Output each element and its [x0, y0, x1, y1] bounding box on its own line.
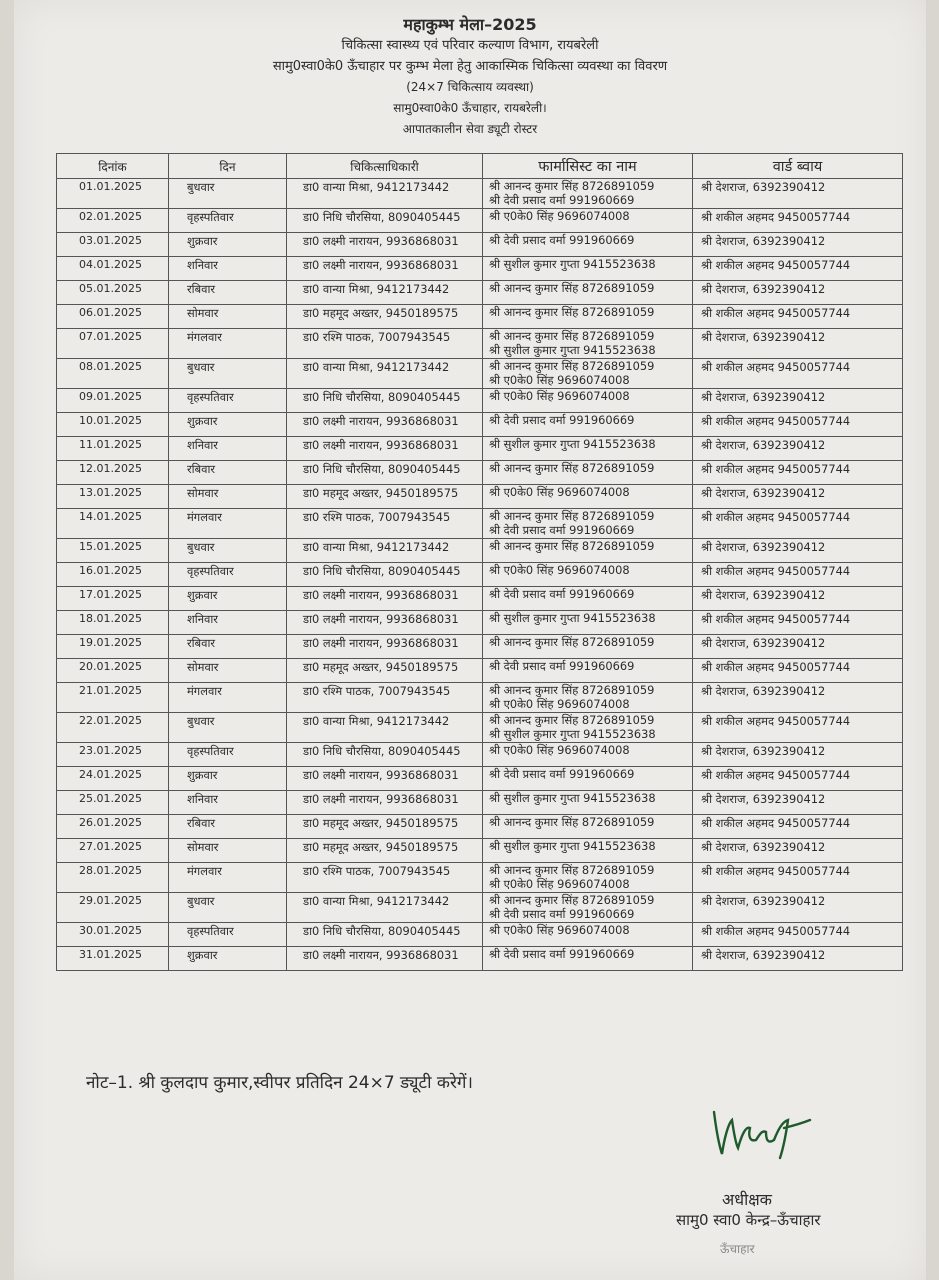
cell-wardboy: श्री देशराज, 6392390412: [693, 329, 903, 359]
cell-wardboy: श्री देशराज, 6392390412: [693, 635, 903, 659]
table-row: [57, 863, 903, 893]
cell-doctor: डा0 महमूद अख्तर, 9450189575: [287, 659, 483, 683]
cell-pharmacist: [483, 413, 693, 437]
cell-doctor: डा0 वान्या मिश्रा, 9412173442: [287, 179, 483, 209]
cell-doctor: डा0 निधि चौरसिया, 8090405445: [287, 743, 483, 767]
cell-pharmacist: [483, 839, 693, 863]
cell-wardboy: श्री शकील अहमद 9450057744: [693, 923, 903, 947]
service-type-line: (24×7 चिकित्साय व्यवस्था): [406, 80, 534, 94]
cell-pharmacist: [483, 461, 693, 485]
table-row: [57, 305, 903, 329]
header-wardboy: वार्ड ब्वाय: [693, 154, 903, 179]
table-row: [57, 893, 903, 923]
cell-day: बुधवार: [169, 893, 287, 923]
pharmacist-line: श्री ए0के0 सिंह 9696074008: [489, 485, 630, 499]
cell-date: 05.01.2025: [57, 281, 169, 305]
cell-date: 20.01.2025: [57, 659, 169, 683]
pharmacist-line: श्री देवी प्रसाद वर्मा 991960669: [489, 233, 635, 247]
cell-pharmacist: [483, 233, 693, 257]
table-row: [57, 587, 903, 611]
pharmacist-line: श्री सुशील कुमार गुप्ता 9415523638: [489, 257, 656, 271]
cell-doctor: डा0 रश्मि पाठक, 7007943545: [287, 863, 483, 893]
pharmacist-line: श्री देवी प्रसाद वर्मा 991960669: [489, 522, 635, 537]
cell-day: शुक्रवार: [169, 767, 287, 791]
table-row: [57, 635, 903, 659]
cell-date: 24.01.2025: [57, 767, 169, 791]
cell-date: 07.01.2025: [57, 329, 169, 359]
pharmacist-line: श्री आनन्द कुमार सिंह 8726891059: [489, 329, 655, 343]
cell-doctor: डा0 लक्ष्मी नारायन, 9936868031: [287, 257, 483, 281]
pharmacist-line: श्री देवी प्रसाद वर्मा 991960669: [489, 587, 635, 601]
table-row: [57, 743, 903, 767]
cell-wardboy: श्री शकील अहमद 9450057744: [693, 659, 903, 683]
cell-day: बुधवार: [169, 359, 287, 389]
cell-wardboy: श्री शकील अहमद 9450057744: [693, 359, 903, 389]
cell-date: 22.01.2025: [57, 713, 169, 743]
header-day: दिन: [169, 154, 287, 179]
table-row: [57, 179, 903, 209]
pharmacist-line: श्री आनन्द कुमार सिंह 8726891059: [489, 893, 655, 907]
table-row: [57, 485, 903, 509]
cell-wardboy: श्री शकील अहमद 9450057744: [693, 767, 903, 791]
description-line: सामु0स्वा0के0 ऊँचाहार पर कुम्भ मेला हेतु आकास्मिक चिकित्सा व्यवस्था का विवरण: [272, 59, 668, 74]
cell-date: 12.01.2025: [57, 461, 169, 485]
cell-wardboy: श्री देशराज, 6392390412: [693, 437, 903, 461]
pharmacist-line: श्री देवी प्रसाद वर्मा 991960669: [489, 413, 635, 427]
sweeper-note: नोट–1. श्री कुलदाप कुमार,स्वीपर प्रतिदिन 24×7 ड्यूटी करेगें।: [86, 1073, 473, 1093]
cell-pharmacist: [483, 179, 693, 209]
cell-pharmacist: [483, 587, 693, 611]
cell-wardboy: श्री शकील अहमद 9450057744: [693, 413, 903, 437]
department-line: चिकित्सा स्वास्थ्य एवं परिवार कल्याण विभाग, रायबरेली: [341, 38, 599, 53]
table-row: [57, 359, 903, 389]
cell-date: 10.01.2025: [57, 413, 169, 437]
cell-day: सोमवार: [169, 839, 287, 863]
cell-pharmacist: [483, 815, 693, 839]
cell-pharmacist: [483, 713, 693, 743]
cell-pharmacist: [483, 563, 693, 587]
cell-pharmacist: [483, 659, 693, 683]
pharmacist-line: श्री आनन्द कुमार सिंह 8726891059: [489, 359, 655, 373]
cell-wardboy: श्री शकील अहमद 9450057744: [693, 257, 903, 281]
cell-pharmacist: [483, 923, 693, 947]
cell-doctor: डा0 रश्मि पाठक, 7007943545: [287, 683, 483, 713]
cell-day: मंगलवार: [169, 863, 287, 893]
cell-doctor: डा0 वान्या मिश्रा, 9412173442: [287, 539, 483, 563]
cell-wardboy: श्री देशराज, 6392390412: [693, 791, 903, 815]
cell-date: 28.01.2025: [57, 863, 169, 893]
cell-doctor: डा0 लक्ष्मी नारायन, 9936868031: [287, 947, 483, 971]
cell-doctor: डा0 महमूद अख्तर, 9450189575: [287, 815, 483, 839]
table-row: [57, 389, 903, 413]
table-row: [57, 659, 903, 683]
cell-date: 29.01.2025: [57, 893, 169, 923]
table-row: [57, 437, 903, 461]
cell-doctor: डा0 महमूद अख्तर, 9450189575: [287, 839, 483, 863]
cell-date: 18.01.2025: [57, 611, 169, 635]
cell-pharmacist: [483, 281, 693, 305]
duty-roster-table: [56, 153, 903, 971]
cell-day: शनिवार: [169, 437, 287, 461]
cell-doctor: डा0 रश्मि पाठक, 7007943545: [287, 329, 483, 359]
cell-wardboy: श्री देशराज, 6392390412: [693, 179, 903, 209]
cell-day: रबिवार: [169, 461, 287, 485]
table-row: [57, 539, 903, 563]
cell-date: 11.01.2025: [57, 437, 169, 461]
cell-doctor: डा0 निधि चौरसिया, 8090405445: [287, 563, 483, 587]
cell-date: 23.01.2025: [57, 743, 169, 767]
cell-wardboy: श्री शकील अहमद 9450057744: [693, 509, 903, 539]
cell-day: मंगलवार: [169, 683, 287, 713]
pharmacist-line: श्री देवी प्रसाद वर्मा 991960669: [489, 906, 635, 921]
cell-day: शनिवार: [169, 791, 287, 815]
cell-day: शनिवार: [169, 257, 287, 281]
roster-title: आपातकालीन सेवा ड्यूटी रोस्टर: [402, 122, 538, 136]
pharmacist-line: श्री आनन्द कुमार सिंह 8726891059: [489, 509, 655, 523]
cell-wardboy: श्री देशराज, 6392390412: [693, 539, 903, 563]
cell-wardboy: श्री देशराज, 6392390412: [693, 233, 903, 257]
cell-doctor: डा0 वान्या मिश्रा, 9412173442: [287, 893, 483, 923]
cell-day: शुक्रवार: [169, 413, 287, 437]
cell-doctor: डा0 वान्या मिश्रा, 9412173442: [287, 359, 483, 389]
cell-date: 21.01.2025: [57, 683, 169, 713]
cell-pharmacist: [483, 509, 693, 539]
cell-pharmacist: [483, 359, 693, 389]
cell-pharmacist: [483, 767, 693, 791]
table-row: [57, 461, 903, 485]
document-header: [14, 14, 926, 140]
table-row: [57, 329, 903, 359]
table-row: [57, 509, 903, 539]
table-row: [57, 281, 903, 305]
pharmacist-line: श्री आनन्द कुमार सिंह 8726891059: [489, 815, 655, 829]
pharmacist-line: श्री आनन्द कुमार सिंह 8726891059: [489, 281, 655, 295]
table-row: [57, 713, 903, 743]
cell-day: शनिवार: [169, 611, 287, 635]
cell-day: सोमवार: [169, 305, 287, 329]
cell-day: वृहस्पतिवार: [169, 209, 287, 233]
table-row: [57, 767, 903, 791]
table-row: [57, 815, 903, 839]
cell-doctor: डा0 लक्ष्मी नारायन, 9936868031: [287, 611, 483, 635]
pharmacist-line: श्री ए0के0 सिंह 9696074008: [489, 743, 630, 757]
table-row: [57, 611, 903, 635]
table-row: [57, 791, 903, 815]
cell-doctor: डा0 निधि चौरसिया, 8090405445: [287, 389, 483, 413]
cell-wardboy: श्री शकील अहमद 9450057744: [693, 713, 903, 743]
cell-pharmacist: [483, 209, 693, 233]
cell-doctor: डा0 निधि चौरसिया, 8090405445: [287, 461, 483, 485]
cell-day: शुक्रवार: [169, 587, 287, 611]
cell-wardboy: श्री शकील अहमद 9450057744: [693, 611, 903, 635]
roster-body: [57, 179, 903, 971]
signatory-place: ऊँचाहार: [720, 1242, 755, 1256]
cell-day: सोमवार: [169, 659, 287, 683]
cell-day: शुक्रवार: [169, 233, 287, 257]
cell-wardboy: श्री देशराज, 6392390412: [693, 893, 903, 923]
cell-pharmacist: [483, 485, 693, 509]
cell-day: वृहस्पतिवार: [169, 389, 287, 413]
cell-date: 02.01.2025: [57, 209, 169, 233]
cell-date: 03.01.2025: [57, 233, 169, 257]
cell-doctor: डा0 निधि चौरसिया, 8090405445: [287, 209, 483, 233]
cell-date: 16.01.2025: [57, 563, 169, 587]
cell-doctor: डा0 लक्ष्मी नारायन, 9936868031: [287, 233, 483, 257]
table-row: [57, 413, 903, 437]
pharmacist-line: श्री ए0के0 सिंह 9696074008: [489, 389, 630, 403]
cell-pharmacist: [483, 389, 693, 413]
table-row: [57, 233, 903, 257]
cell-date: 27.01.2025: [57, 839, 169, 863]
cell-day: बुधवार: [169, 179, 287, 209]
table-row: [57, 257, 903, 281]
pharmacist-line: श्री सुशील कुमार गुप्ता 9415523638: [489, 342, 656, 357]
cell-date: 19.01.2025: [57, 635, 169, 659]
table-row: [57, 563, 903, 587]
cell-date: 13.01.2025: [57, 485, 169, 509]
cell-doctor: डा0 महमूद अख्तर, 9450189575: [287, 485, 483, 509]
cell-day: वृहस्पतिवार: [169, 743, 287, 767]
cell-date: 01.01.2025: [57, 179, 169, 209]
cell-wardboy: श्री शकील अहमद 9450057744: [693, 863, 903, 893]
cell-pharmacist: [483, 437, 693, 461]
cell-wardboy: श्री देशराज, 6392390412: [693, 839, 903, 863]
table-row: [57, 923, 903, 947]
cell-date: 25.01.2025: [57, 791, 169, 815]
cell-pharmacist: [483, 611, 693, 635]
cell-pharmacist: [483, 305, 693, 329]
cell-doctor: डा0 लक्ष्मी नारायन, 9936868031: [287, 635, 483, 659]
pharmacist-line: श्री आनन्द कुमार सिंह 8726891059: [489, 461, 655, 475]
signatory-title: अधीक्षक: [722, 1190, 772, 1209]
pharmacist-line: श्री आनन्द कुमार सिंह 8726891059: [489, 179, 655, 193]
pharmacist-line: श्री ए0के0 सिंह 9696074008: [489, 696, 630, 711]
cell-day: रबिवार: [169, 281, 287, 305]
pharmacist-line: श्री आनन्द कुमार सिंह 8726891059: [489, 539, 655, 553]
cell-date: 04.01.2025: [57, 257, 169, 281]
pharmacist-line: श्री देवी प्रसाद वर्मा 991960669: [489, 767, 635, 781]
cell-pharmacist: [483, 635, 693, 659]
cell-wardboy: श्री देशराज, 6392390412: [693, 947, 903, 971]
cell-date: 08.01.2025: [57, 359, 169, 389]
pharmacist-line: श्री सुशील कुमार गुप्ता 9415523638: [489, 791, 656, 805]
cell-doctor: डा0 रश्मि पाठक, 7007943545: [287, 509, 483, 539]
cell-day: बुधवार: [169, 713, 287, 743]
cell-pharmacist: [483, 791, 693, 815]
cell-date: 14.01.2025: [57, 509, 169, 539]
cell-doctor: डा0 वान्या मिश्रा, 9412173442: [287, 281, 483, 305]
cell-wardboy: श्री शकील अहमद 9450057744: [693, 305, 903, 329]
cell-wardboy: श्री शकील अहमद 9450057744: [693, 563, 903, 587]
pharmacist-line: श्री ए0के0 सिंह 9696074008: [489, 923, 630, 937]
cell-wardboy: श्री देशराज, 6392390412: [693, 281, 903, 305]
cell-doctor: डा0 निधि चौरसिया, 8090405445: [287, 923, 483, 947]
header-date: दिनांक: [57, 154, 169, 179]
pharmacist-line: श्री सुशील कुमार गुप्ता 9415523638: [489, 611, 656, 625]
cell-date: 09.01.2025: [57, 389, 169, 413]
pharmacist-line: श्री ए0के0 सिंह 9696074008: [489, 563, 630, 577]
cell-pharmacist: [483, 683, 693, 713]
pharmacist-line: श्री देवी प्रसाद वर्मा 991960669: [489, 192, 635, 207]
cell-pharmacist: [483, 539, 693, 563]
cell-day: रबिवार: [169, 635, 287, 659]
cell-day: सोमवार: [169, 485, 287, 509]
cell-wardboy: श्री देशराज, 6392390412: [693, 683, 903, 713]
table-row: [57, 839, 903, 863]
table-row: [57, 683, 903, 713]
pharmacist-line: श्री देवी प्रसाद वर्मा 991960669: [489, 659, 635, 673]
pharmacist-line: श्री ए0के0 सिंह 9696074008: [489, 209, 630, 223]
cell-day: शुक्रवार: [169, 947, 287, 971]
cell-date: 30.01.2025: [57, 923, 169, 947]
cell-doctor: डा0 वान्या मिश्रा, 9412173442: [287, 713, 483, 743]
signatory-office: सामु0 स्वा0 केन्द्र–ऊँचाहार: [676, 1211, 821, 1229]
pharmacist-line: श्री सुशील कुमार गुप्ता 9415523638: [489, 437, 656, 451]
cell-day: बुधवार: [169, 539, 287, 563]
header-pharmacist: फार्मासिस्ट का नाम: [483, 154, 693, 179]
cell-day: वृहस्पतिवार: [169, 923, 287, 947]
pharmacist-line: श्री आनन्द कुमार सिंह 8726891059: [489, 863, 655, 877]
cell-doctor: डा0 लक्ष्मी नारायन, 9936868031: [287, 413, 483, 437]
cell-day: मंगलवार: [169, 509, 287, 539]
cell-wardboy: श्री शकील अहमद 9450057744: [693, 461, 903, 485]
cell-pharmacist: [483, 257, 693, 281]
pharmacist-line: श्री आनन्द कुमार सिंह 8726891059: [489, 683, 655, 697]
pharmacist-line: श्री आनन्द कुमार सिंह 8726891059: [489, 635, 655, 649]
cell-doctor: डा0 महमूद अख्तर, 9450189575: [287, 305, 483, 329]
cell-day: रबिवार: [169, 815, 287, 839]
document-title: महाकुम्भ मेला–2025: [403, 15, 537, 34]
pharmacist-line: श्री सुशील कुमार गुप्ता 9415523638: [489, 726, 656, 741]
cell-doctor: डा0 लक्ष्मी नारायन, 9936868031: [287, 791, 483, 815]
signature-mark: [700, 1090, 820, 1170]
cell-pharmacist: [483, 893, 693, 923]
cell-pharmacist: [483, 863, 693, 893]
cell-pharmacist: [483, 743, 693, 767]
cell-wardboy: श्री देशराज, 6392390412: [693, 587, 903, 611]
cell-wardboy: श्री देशराज, 6392390412: [693, 485, 903, 509]
cell-date: 17.01.2025: [57, 587, 169, 611]
cell-wardboy: श्री देशराज, 6392390412: [693, 389, 903, 413]
cell-date: 15.01.2025: [57, 539, 169, 563]
pharmacist-line: श्री आनन्द कुमार सिंह 8726891059: [489, 713, 655, 727]
cell-wardboy: श्री शकील अहमद 9450057744: [693, 209, 903, 233]
cell-date: 06.01.2025: [57, 305, 169, 329]
pharmacist-line: श्री आनन्द कुमार सिंह 8726891059: [489, 305, 655, 319]
pharmacist-line: श्री देवी प्रसाद वर्मा 991960669: [489, 947, 635, 961]
pharmacist-line: श्री ए0के0 सिंह 9696074008: [489, 372, 630, 387]
cell-pharmacist: [483, 329, 693, 359]
table-header-row: [57, 154, 903, 179]
location-line: सामु0स्वा0के0 ऊँचाहार, रायबरेली।: [393, 101, 547, 115]
cell-pharmacist: [483, 947, 693, 971]
cell-day: मंगलवार: [169, 329, 287, 359]
cell-wardboy: श्री देशराज, 6392390412: [693, 743, 903, 767]
table-row: [57, 209, 903, 233]
cell-date: 26.01.2025: [57, 815, 169, 839]
header-doctor: चिकित्साधिकारी: [287, 154, 483, 179]
cell-date: 31.01.2025: [57, 947, 169, 971]
table-row: [57, 947, 903, 971]
cell-doctor: डा0 लक्ष्मी नारायन, 9936868031: [287, 437, 483, 461]
cell-doctor: डा0 लक्ष्मी नारायन, 9936868031: [287, 587, 483, 611]
cell-doctor: डा0 लक्ष्मी नारायन, 9936868031: [287, 767, 483, 791]
pharmacist-line: श्री ए0के0 सिंह 9696074008: [489, 876, 630, 891]
cell-day: वृहस्पतिवार: [169, 563, 287, 587]
cell-wardboy: श्री शकील अहमद 9450057744: [693, 815, 903, 839]
pharmacist-line: श्री सुशील कुमार गुप्ता 9415523638: [489, 839, 656, 853]
